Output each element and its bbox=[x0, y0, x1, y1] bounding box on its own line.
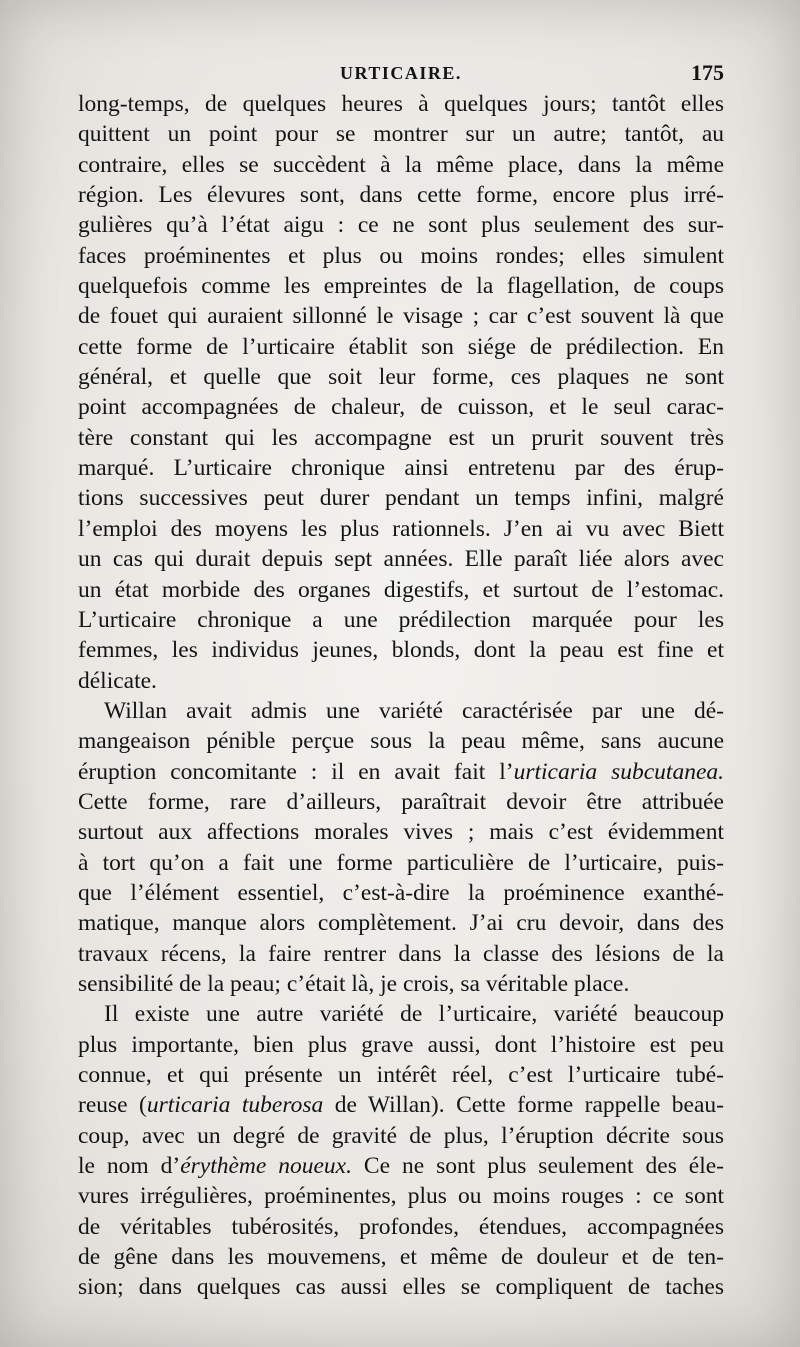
text-line: l’emploi des moyens les plus rationnels. J’en ai vu avec Biett bbox=[78, 515, 724, 542]
text-run: le nom d’ bbox=[78, 1153, 181, 1180]
italic-term-urticaria-tuberosa: urticaria tuberosa bbox=[146, 1092, 324, 1119]
text-line bbox=[78, 1090, 724, 1120]
text-line: gulières qu’à l’état aigu : ce ne sont plus seulement des sur- bbox=[78, 212, 724, 239]
text-line: Il existe une autre variété de l’urticaire, variété beaucoup bbox=[104, 1001, 724, 1028]
text-line: connue, et qui présente un intérêt réel, c’est l’urticaire tubé- bbox=[78, 1062, 724, 1088]
text-line: contraire, elles se succèdent à la même place, dans la même bbox=[78, 151, 724, 178]
text-line bbox=[78, 1151, 724, 1181]
text-line: long-temps, de quelques heures à quelques jours; tantôt elles bbox=[78, 91, 724, 117]
text-line: mangeaison pénible perçue sous la peau même, sans aucune bbox=[78, 728, 724, 755]
text-line: marqué. L’urticaire chronique ainsi entretenu par des érup- bbox=[78, 455, 724, 482]
text-line: faces proéminentes et plus ou moins rondes; elles simulent bbox=[78, 242, 724, 269]
text-line: quelquefois comme les empreintes de la flagellation, de coups bbox=[78, 273, 724, 300]
text-run: de Willan). Cette forme rappelle beau- bbox=[323, 1092, 724, 1119]
text-line: sensibilité de la peau; c’était là, je crois, sa véritable place. bbox=[78, 970, 630, 997]
text-line: région. Les élevures sont, dans cette forme, encore plus irré- bbox=[78, 182, 724, 209]
text-line: Willan avait admis une variété caractérisée par une dé- bbox=[104, 697, 724, 724]
text-line: général, et quelle que soit leur forme, ces plaques ne sont bbox=[78, 364, 724, 391]
page-number: 175 bbox=[691, 60, 724, 85]
text-run: reuse ( bbox=[78, 1092, 147, 1119]
text-line: femmes, les individus jeunes, blonds, dont la peau est fine et bbox=[78, 637, 724, 664]
text-line: que l’élément essentiel, c’est-à-dire la proéminence exanthé- bbox=[78, 879, 724, 906]
italic-term-urticaria-subcutanea: urticaria subcutanea. bbox=[513, 758, 725, 785]
text-line: tions successives peut durer pendant un temps infini, malgré bbox=[78, 485, 724, 512]
text-line: travaux récens, la faire rentrer dans la classe des lésions de la bbox=[78, 940, 724, 967]
text-line: sion; dans quelques cas aussi elles se compliquent de taches bbox=[78, 1274, 724, 1301]
running-head: URTICAIRE. bbox=[340, 63, 462, 83]
text-line: un état morbide des organes digestifs, et surtout de l’estomac. bbox=[78, 576, 724, 603]
text-line: point accompagnées de chaleur, de cuisson, et le seul carac- bbox=[78, 394, 724, 421]
text-line: quittent un point pour se montrer sur un autre; tantôt, au bbox=[78, 121, 724, 148]
text-run: Ce ne sont plus seulement des éle- bbox=[351, 1153, 724, 1180]
text-line: vures irrégulières, proéminentes, plus ou moins rouges : ce sont bbox=[78, 1183, 724, 1210]
text-line: cette forme de l’urticaire établit son siége de prédilection. En bbox=[78, 333, 724, 360]
text-line: Cette forme, rare d’ailleurs, paraîtrait devoir être attribuée bbox=[78, 788, 724, 815]
text-line: délicate. bbox=[78, 667, 157, 694]
italic-term-erytheme-noueux: érythème noueux. bbox=[180, 1153, 352, 1180]
text-line: L’urticaire chronique a une prédilection marquée pour les bbox=[78, 606, 724, 633]
text-line: à tort qu’on a fait une forme particulière de l’urticaire, puis- bbox=[78, 849, 724, 876]
text-line: surtout aux affections morales vives ; mais c’est évidemment bbox=[78, 819, 724, 846]
text-line: de fouet qui auraient sillonné le visage ; car c’est souvent là que bbox=[78, 303, 724, 330]
text-line: plus importante, bien plus grave aussi, dont l’histoire est peu bbox=[78, 1031, 724, 1058]
text-run: éruption concomitante : il en avait fait l’ bbox=[78, 758, 514, 785]
body-text bbox=[78, 89, 724, 1303]
text-line: de gêne dans les mouvemens, et même de douleur et de ten- bbox=[78, 1244, 724, 1271]
text-line: de véritables tubérosités, profondes, étendues, accompagnées bbox=[78, 1213, 724, 1240]
text-line: matique, manque alors complètement. J’ai cru devoir, dans des bbox=[78, 910, 724, 937]
text-line: un cas qui durait depuis sept années. Elle paraît liée alors avec bbox=[78, 546, 724, 573]
text-line: coup, avec un degré de gravité de plus, l’éruption décrite sous bbox=[78, 1122, 724, 1149]
text-line bbox=[78, 757, 724, 787]
page-header bbox=[78, 58, 724, 88]
text-line: tère constant qui les accompagne est un prurit souvent très bbox=[78, 424, 724, 451]
